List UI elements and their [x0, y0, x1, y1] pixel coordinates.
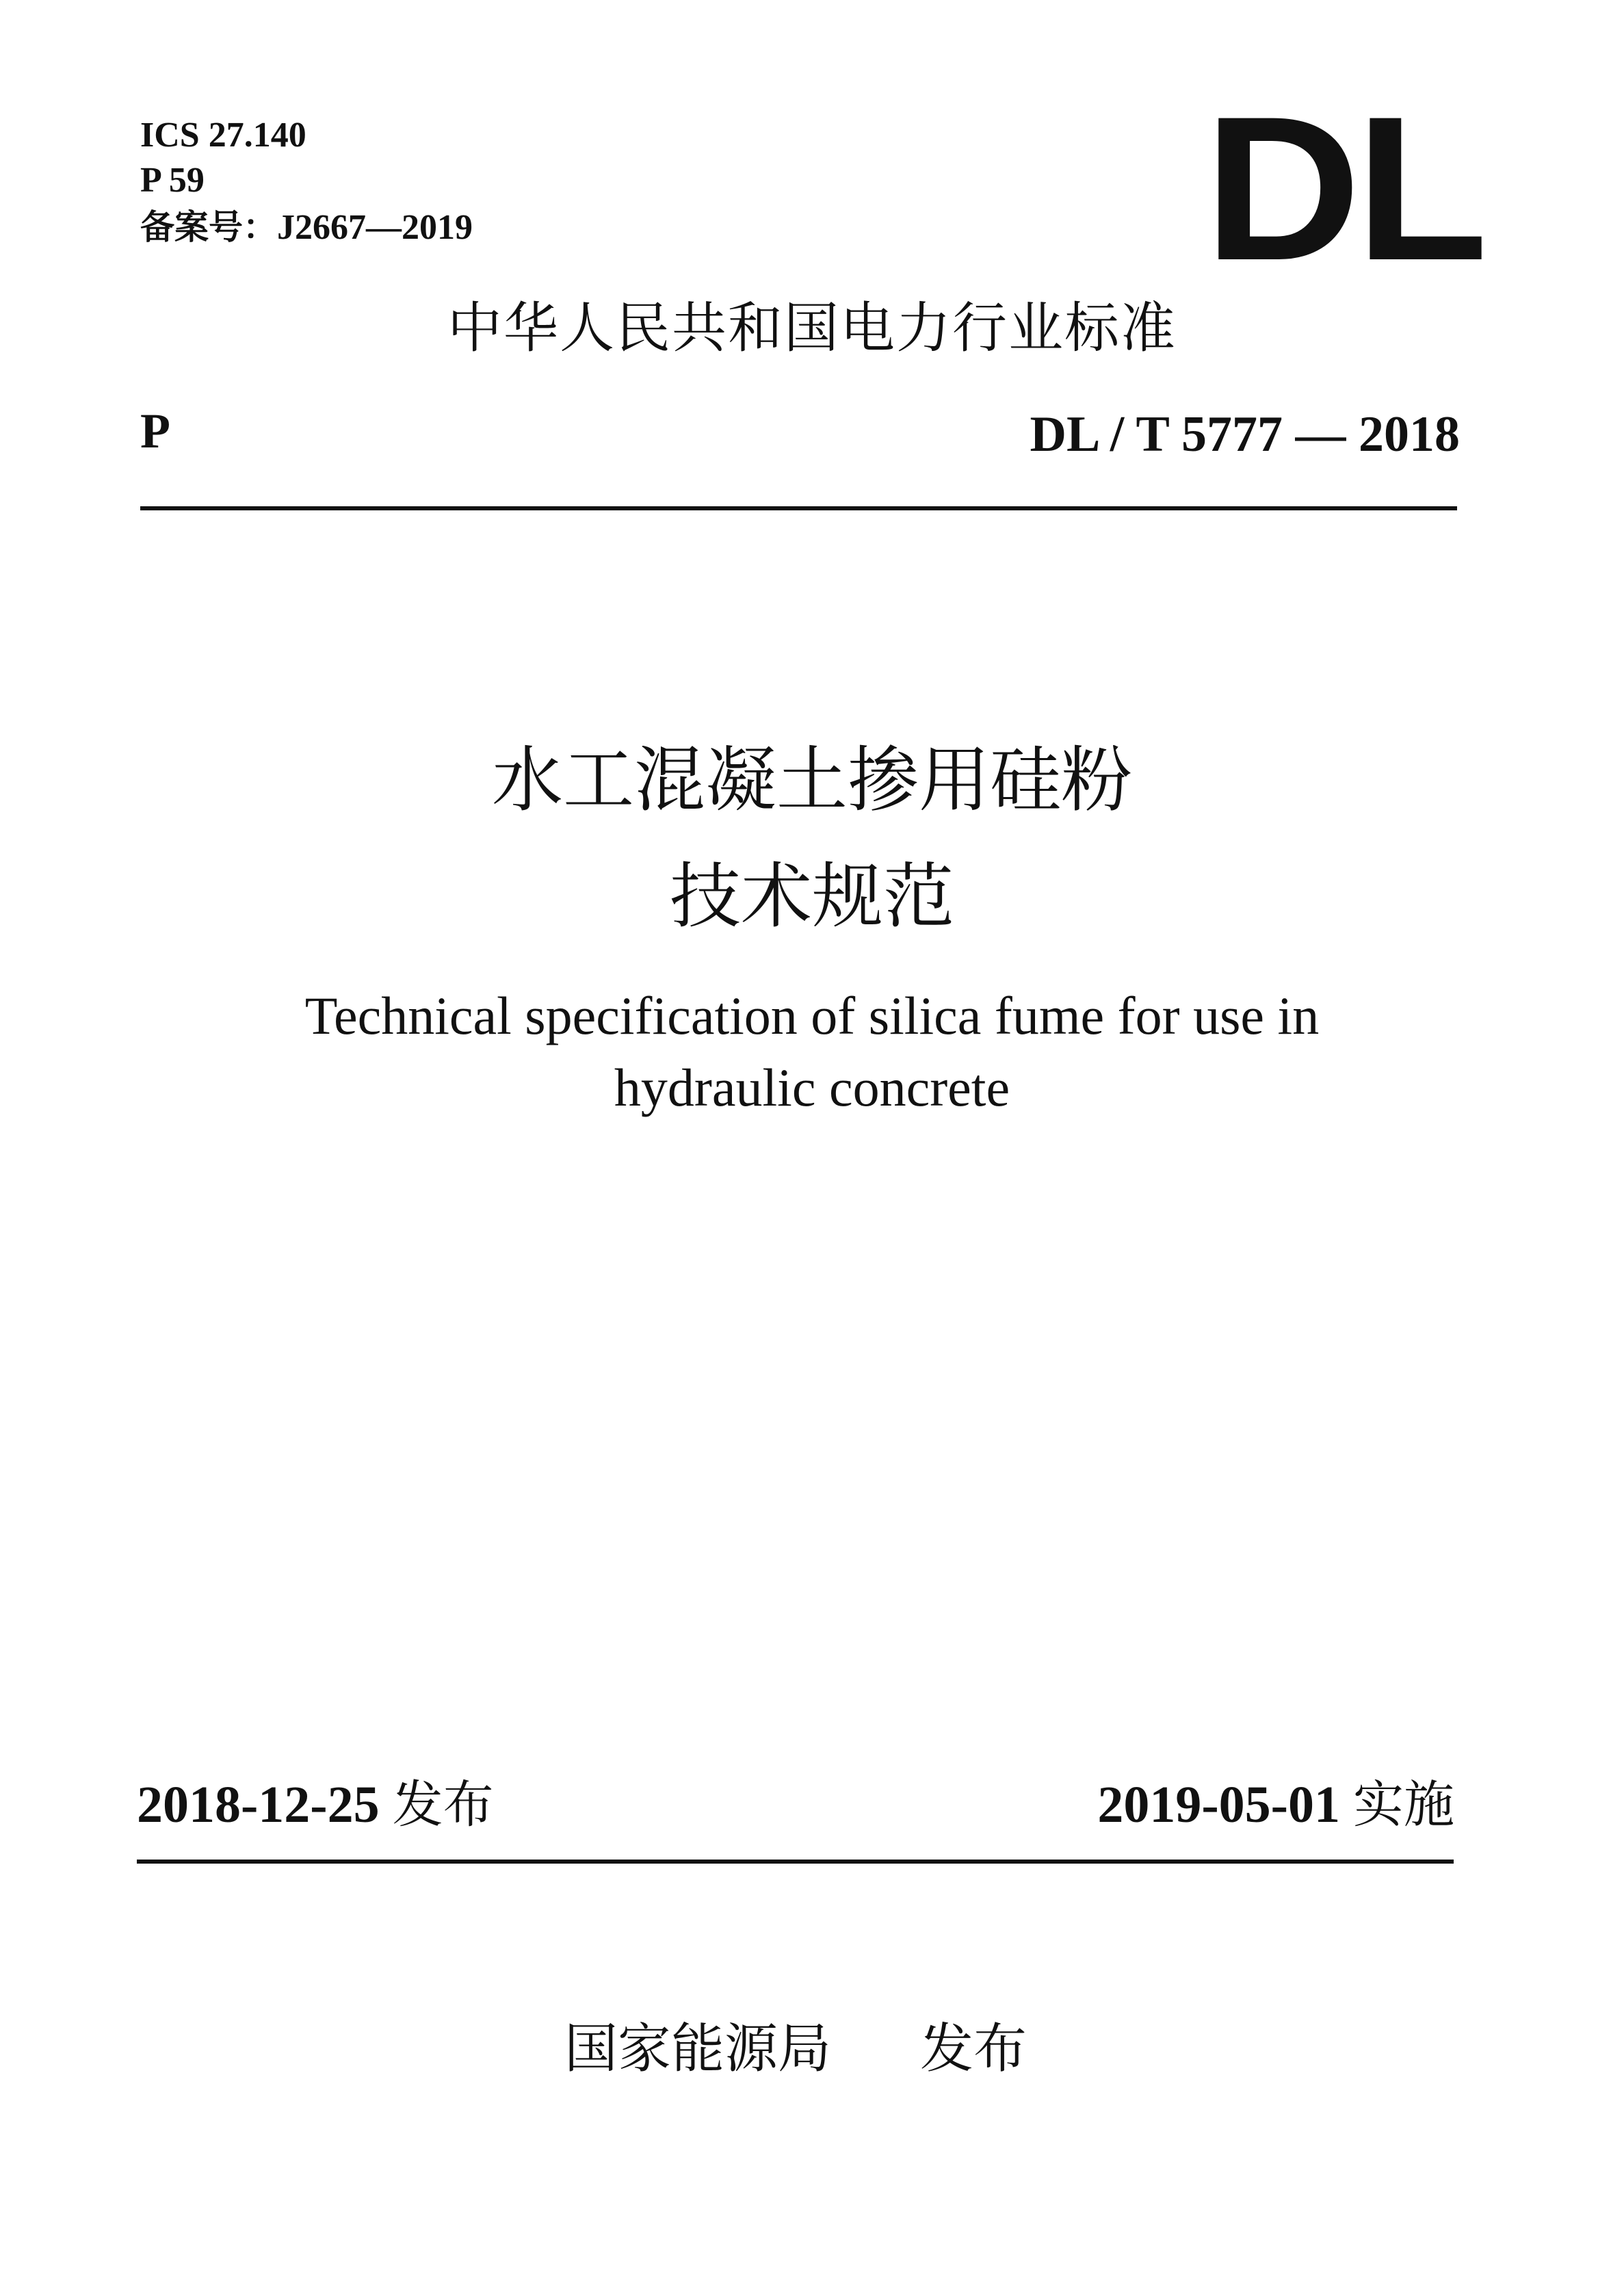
standard-number: DL / T 5777 — 2018: [1030, 406, 1460, 462]
issuer-action: 发布: [920, 2018, 1027, 2080]
issue-date: [137, 1772, 494, 1838]
implement-date-label: 实施: [1353, 1775, 1454, 1834]
record-number: [140, 205, 473, 250]
title-en-line1: Technical specification of silica fume for use in: [304, 986, 1320, 1045]
issue-date-value: 2018-12-25: [137, 1776, 380, 1834]
title-cn-line2: 技术规范: [669, 855, 954, 938]
record-number-value: J2667—2019: [277, 208, 473, 247]
classification-letter: P: [140, 404, 170, 458]
record-label: 备案号：: [140, 207, 277, 247]
organization-title: 中华人民共和国电力行业标准: [447, 296, 1177, 360]
ics-code: ICS 27.140: [140, 116, 306, 155]
issuer-name: 国家能源局: [564, 2018, 832, 2080]
implement-date-value: 2019-05-01: [1097, 1776, 1340, 1834]
classification-code: P 59: [140, 161, 205, 200]
title-cn-line1: 水工混凝土掺用硅粉: [491, 738, 1132, 822]
implement-date: [1097, 1772, 1454, 1838]
title-en-line2: hydraulic concrete: [614, 1058, 1010, 1117]
bottom-divider: [137, 1860, 1454, 1864]
top-divider: [140, 506, 1457, 510]
dl-logo: DL: [1204, 73, 1482, 303]
issue-date-label: 发布: [392, 1775, 494, 1834]
